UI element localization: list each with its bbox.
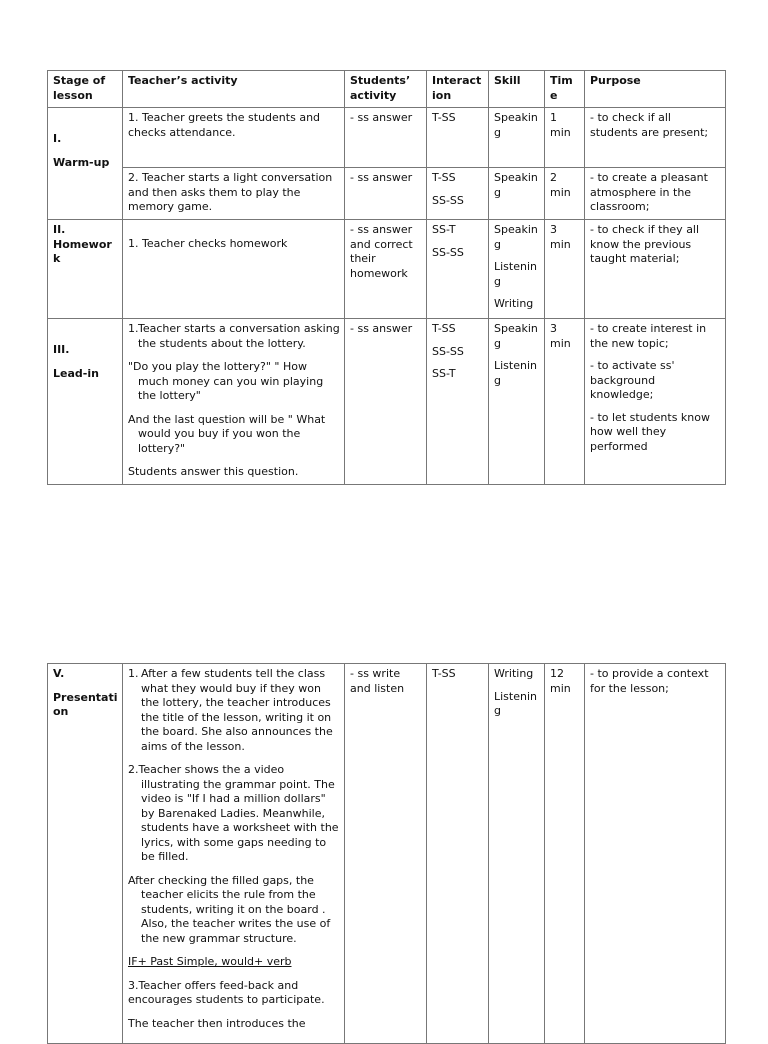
grammar-rule: IF+ Past Simple, would+ verb (128, 955, 292, 968)
list-number: 1. (128, 322, 139, 335)
students-activity: - ss answer (345, 108, 427, 168)
list-number: 1. (128, 667, 139, 680)
interaction: T-SS (427, 664, 489, 1044)
time: 12 min (545, 664, 585, 1044)
skill: Speaking Listening Writing (489, 220, 545, 319)
time: 3 min (545, 220, 585, 319)
teacher-activity: 1. Teacher checks homework (123, 220, 345, 319)
stage-name: Lead-in (53, 366, 99, 380)
header-stage: Stage of lesson (48, 71, 123, 108)
header-skill: Skill (489, 71, 545, 108)
time: 3 min (545, 319, 585, 485)
teacher-activity: 1. After a few students tell the class what they would buy if they won the lottery, the teacher introduces the title of the lesson, writing it on the board. She also announces the aims of the lesson. 2.Teacher shows the a video illustrating the grammar point. The video is "If I had a million dollars" by Barenaked Ladies. Meanwhile, students have a worksheet with the lyrics, with some gaps needing to be filled. After checking the filled gaps, the teacher elicits the rule from the students, writing it on the board . Also, the teacher writes the use of the new grammar structure. IF+ Past Simple, would+ verb 3.Teacher offers feed-back and encourages students to participate. The teacher then introduces the (123, 664, 345, 1044)
purpose: - to create a pleasant atmosphere in the classroom; (585, 168, 726, 220)
stage-number: III. (53, 343, 70, 356)
stage-presentation (48, 664, 123, 1044)
table-row (48, 108, 726, 168)
stage-name: Homework (53, 237, 112, 265)
students-activity: - ss answer (345, 319, 427, 485)
interaction: T-SS SS-SS (427, 168, 489, 220)
interaction: SS-T SS-SS (427, 220, 489, 319)
purpose: - to check if they all know the previous taught material; (585, 220, 726, 319)
teacher-activity: 2. Teacher starts a light conversation and then asks them to play the memory game. (123, 168, 345, 220)
stage-name: Warm-up (53, 155, 110, 169)
header-teacher: Teacher’s activity (123, 71, 345, 108)
stage-name: Presentation (53, 690, 118, 718)
teacher-activity: 1.Teacher starts a conversation asking the students about the lottery. "Do you play the lottery?" " How much money can you win playing the lottery" And the last question will be " What would you buy if you won the lottery?" Students answer this question. (123, 319, 345, 485)
lesson-plan-table-bottom (47, 663, 726, 1044)
table-row (48, 220, 726, 319)
skill: Writing Listening (489, 664, 545, 1044)
stage-number: V. (53, 667, 65, 680)
stage-homework (48, 220, 123, 319)
lesson-plan-table-top (47, 70, 726, 485)
table-row (48, 168, 726, 220)
purpose: - to create interest in the new topic; - to activate ss' background knowledge; - to let students know how well they performed (585, 319, 726, 485)
skill: Speaking Listening (489, 319, 545, 485)
students-activity: - ss write and listen (345, 664, 427, 1044)
students-activity: - ss answer (345, 168, 427, 220)
purpose: - to provide a context for the lesson; (585, 664, 726, 1044)
skill: Speaking (489, 108, 545, 168)
stage-number: II. (53, 223, 66, 236)
skill: Speaking (489, 168, 545, 220)
header-row (48, 71, 726, 108)
header-time: Time (545, 71, 585, 108)
purpose: - to check if all students are present; (585, 108, 726, 168)
interaction: T-SS (427, 108, 489, 168)
students-activity: - ss answer and correct their homework (345, 220, 427, 319)
table-row (48, 664, 726, 1044)
stage-leadin (48, 319, 123, 485)
table-row (48, 319, 726, 485)
time: 1 min (545, 108, 585, 168)
interaction: T-SS SS-SS SS-T (427, 319, 489, 485)
time: 2 min (545, 168, 585, 220)
header-interaction: Interaction (427, 71, 489, 108)
header-students: Students’ activity (345, 71, 427, 108)
teacher-activity: 1. Teacher greets the students and checks attendance. (123, 108, 345, 168)
stage-warmup (48, 108, 123, 220)
header-purpose: Purpose (585, 71, 726, 108)
stage-number: I. (53, 132, 62, 145)
